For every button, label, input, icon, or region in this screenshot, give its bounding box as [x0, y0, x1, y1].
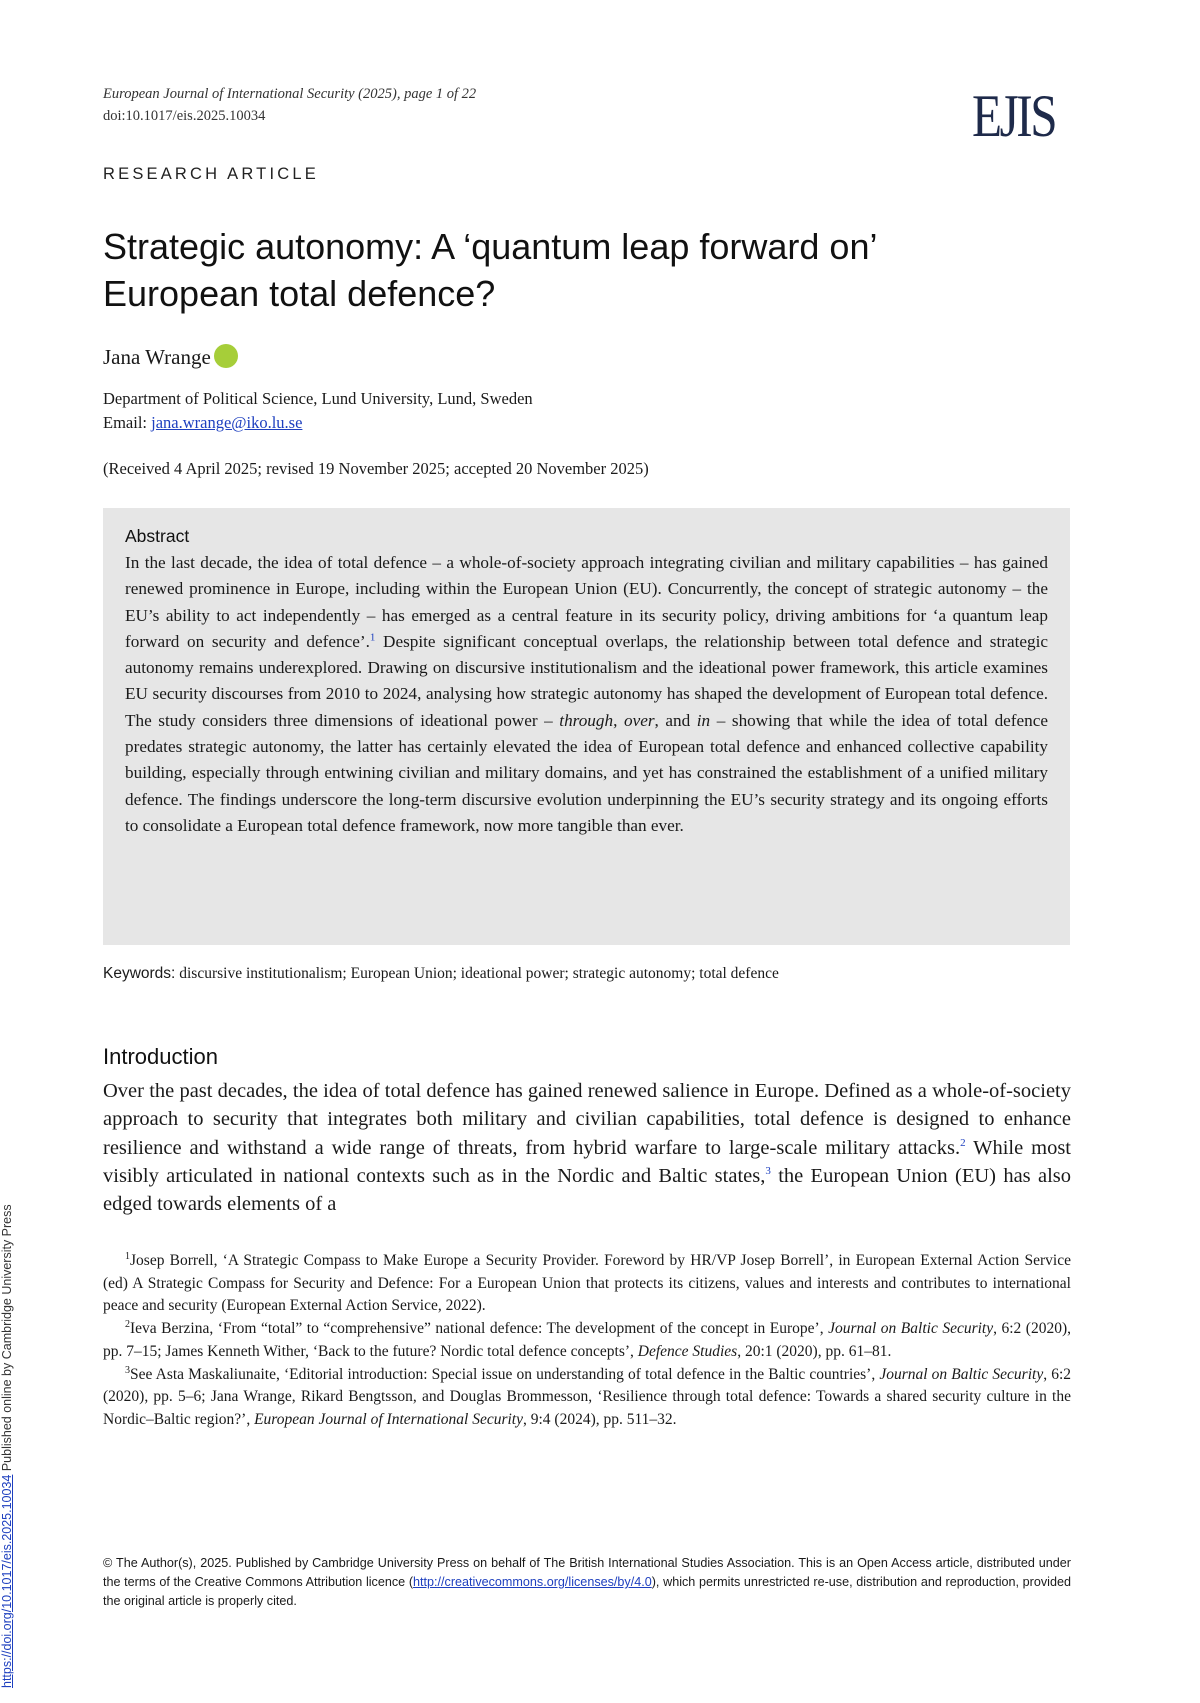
affiliation: Department of Political Science, Lund University, Lund, Sweden	[103, 389, 533, 408]
abstract-text	[125, 550, 1048, 839]
copyright-notice	[103, 1554, 1071, 1611]
title-line-1: Strategic autonomy: A ‘quantum leap forward on’	[103, 226, 878, 267]
footnote	[103, 1250, 1071, 1318]
footnote-number: 1	[125, 1250, 130, 1262]
email-line	[103, 411, 533, 435]
vertical-doi-banner	[0, 1204, 14, 1688]
keywords-text: discursive institutionalism; European Union; ideational power; strategic autonomy; total defence	[175, 965, 779, 982]
footnote-ref[interactable]: 2	[960, 1136, 966, 1149]
orcid-icon[interactable]	[214, 344, 238, 368]
title-line-2: European total defence?	[103, 273, 496, 314]
abstract-box	[103, 508, 1070, 945]
introduction-paragraph	[103, 1077, 1071, 1218]
footnotes	[103, 1250, 1071, 1432]
abstract-heading: Abstract	[125, 526, 190, 546]
doi: doi:10.1017/eis.2025.10034	[103, 108, 266, 124]
published-online-text: Published online by Cambridge University Press	[0, 1204, 14, 1475]
journal-citation: European Journal of International Security (2025), page 1 of 22	[103, 86, 477, 102]
footnote-text: , 20:1 (2020), pp. 61–81.	[737, 1342, 892, 1360]
footnote-ref[interactable]: 1	[369, 631, 376, 644]
article-dates: (Received 4 April 2025; revised 19 November 2025; accepted 20 November 2025)	[103, 459, 649, 478]
affiliation-block	[103, 387, 533, 435]
footnote-italic: Defence Studies	[637, 1342, 738, 1360]
body-part: Over the past decades, the idea of total defence has gained renewed salience in Europe. Defined as a whole-of-society approach to security that integrates both military and civilian capabilities, total defence is designed to enhance resilience and withstand a wide range of threats, from hybrid warfare to large-scale military attacks.	[103, 1080, 1071, 1159]
footnote-text: See Asta Maskaliunaite, ‘Editorial introduction: Special issue on understanding of total defence in the Baltic countries’,	[130, 1365, 880, 1383]
author-line	[103, 344, 238, 370]
abstract-part: ,	[613, 710, 624, 730]
abstract-italic: over	[623, 710, 655, 730]
author-name[interactable]: Jana Wrange	[103, 345, 211, 369]
article-type: RESEARCH ARTICLE	[103, 165, 319, 183]
abstract-italic: through	[559, 710, 614, 730]
abstract-part: , and	[654, 710, 697, 730]
keywords	[103, 965, 779, 983]
abstract-part: Despite significant conceptual overlaps, the relationship between total defence and strategic autonomy remains underexplored. Drawing on discursive institutionalism and the ideational power framework, this article examines EU security discourses from 2010 to 2024, analysing how strategic autonomy has shaped the development of European total defence. The study considers three dimensions of ideational power –	[125, 631, 1048, 730]
email-link[interactable]: jana.wrange@iko.lu.se	[151, 413, 303, 432]
footnote-text: Ieva Berzina, ‘From “total” to “comprehensive” national defence: The development of the concept in Europe’,	[130, 1320, 829, 1338]
article-title	[103, 223, 1003, 317]
license-link[interactable]: http://creativecommons.org/licenses/by/4.0	[413, 1575, 652, 1589]
section-heading: Introduction	[103, 1044, 218, 1069]
abstract-part: In the last decade, the idea of total defence – a whole-of-society approach integrating civilian and military capabilities – has gained renewed prominence in Europe, including within the European Union (EU). Concurrently, the concept of strategic autonomy – the EU’s ability to act independently – has emerged as a central feature in its security policy, driving ambitions for ‘a quantum leap forward on security and defence’.	[125, 553, 1048, 651]
footnote-italic: Journal on Baltic Security	[879, 1365, 1044, 1383]
abstract-part: – showing that while the idea of total defence predates strategic autonomy, the latter has certainly elevated the idea of European total defence and enhanced collective capability building, especially through entwining civilian and military domains, and yet has constrained the establishment of a unified military defence. The findings underscore the long-term discursive evolution underpinning the EU’s security strategy and its ongoing efforts to consolidate a European total defence framework, now more tangible than ever.	[125, 710, 1049, 835]
footnote-text: , 6:2 (2020), pp. 7–15; James Kenneth Wither, ‘Back to the future? Nordic total defence concepts’,	[103, 1320, 1071, 1360]
abstract-italic: in	[696, 710, 711, 730]
footnote-text: , 9:4 (2024), pp. 511–32.	[523, 1410, 677, 1428]
copyright-text: © The Author(s), 2025. Published by Cambridge University Press on behalf of The British International Studies Association. This is an Open Access article, distributed under the terms of the Creative Commons Attribution licence (	[103, 1556, 1071, 1589]
doi-link[interactable]: https://doi.org/10.1017/eis.2025.10034	[0, 1474, 14, 1688]
email-label: Email:	[103, 413, 147, 432]
footnote	[103, 1364, 1071, 1432]
body-part: While most visibly articulated in national contexts such as in the Nordic and Baltic states,	[103, 1136, 1071, 1187]
footnote-text: , 6:2 (2020), pp. 5–6; Jana Wrange, Rikard Bengtsson, and Douglas Brommesson, ‘Resilience through total defence: Towards a shared security culture in the Nordic–Baltic region?’,	[103, 1365, 1071, 1428]
body-part: the European Union (EU) has also edged towards elements of a	[103, 1164, 1071, 1216]
footnote-italic: European Journal of International Security	[254, 1410, 523, 1428]
footnote	[103, 1318, 1071, 1363]
footnote-number: 3	[125, 1364, 130, 1376]
footnote-number: 2	[125, 1318, 130, 1330]
journal-logo: EJIS	[972, 83, 1056, 149]
footnote-text: Josep Borrell, ‘A Strategic Compass to Make Europe a Security Provider. Foreword by HR/VP Josep Borrell’, in European External Action Service (ed) A Strategic Compass for Security and Defence: For a European Union that protects its citizens, values and interests and contributes to international peace and security (European External Action Service, 2022).	[103, 1252, 1071, 1315]
copyright-text: ), which permits unrestricted re-use, distribution and reproduction, provided the original article is properly cited.	[103, 1575, 1071, 1608]
keywords-label: Keywords:	[103, 965, 176, 982]
footnote-italic: Journal on Baltic Security	[828, 1320, 994, 1338]
footnote-ref[interactable]: 3	[765, 1165, 771, 1178]
